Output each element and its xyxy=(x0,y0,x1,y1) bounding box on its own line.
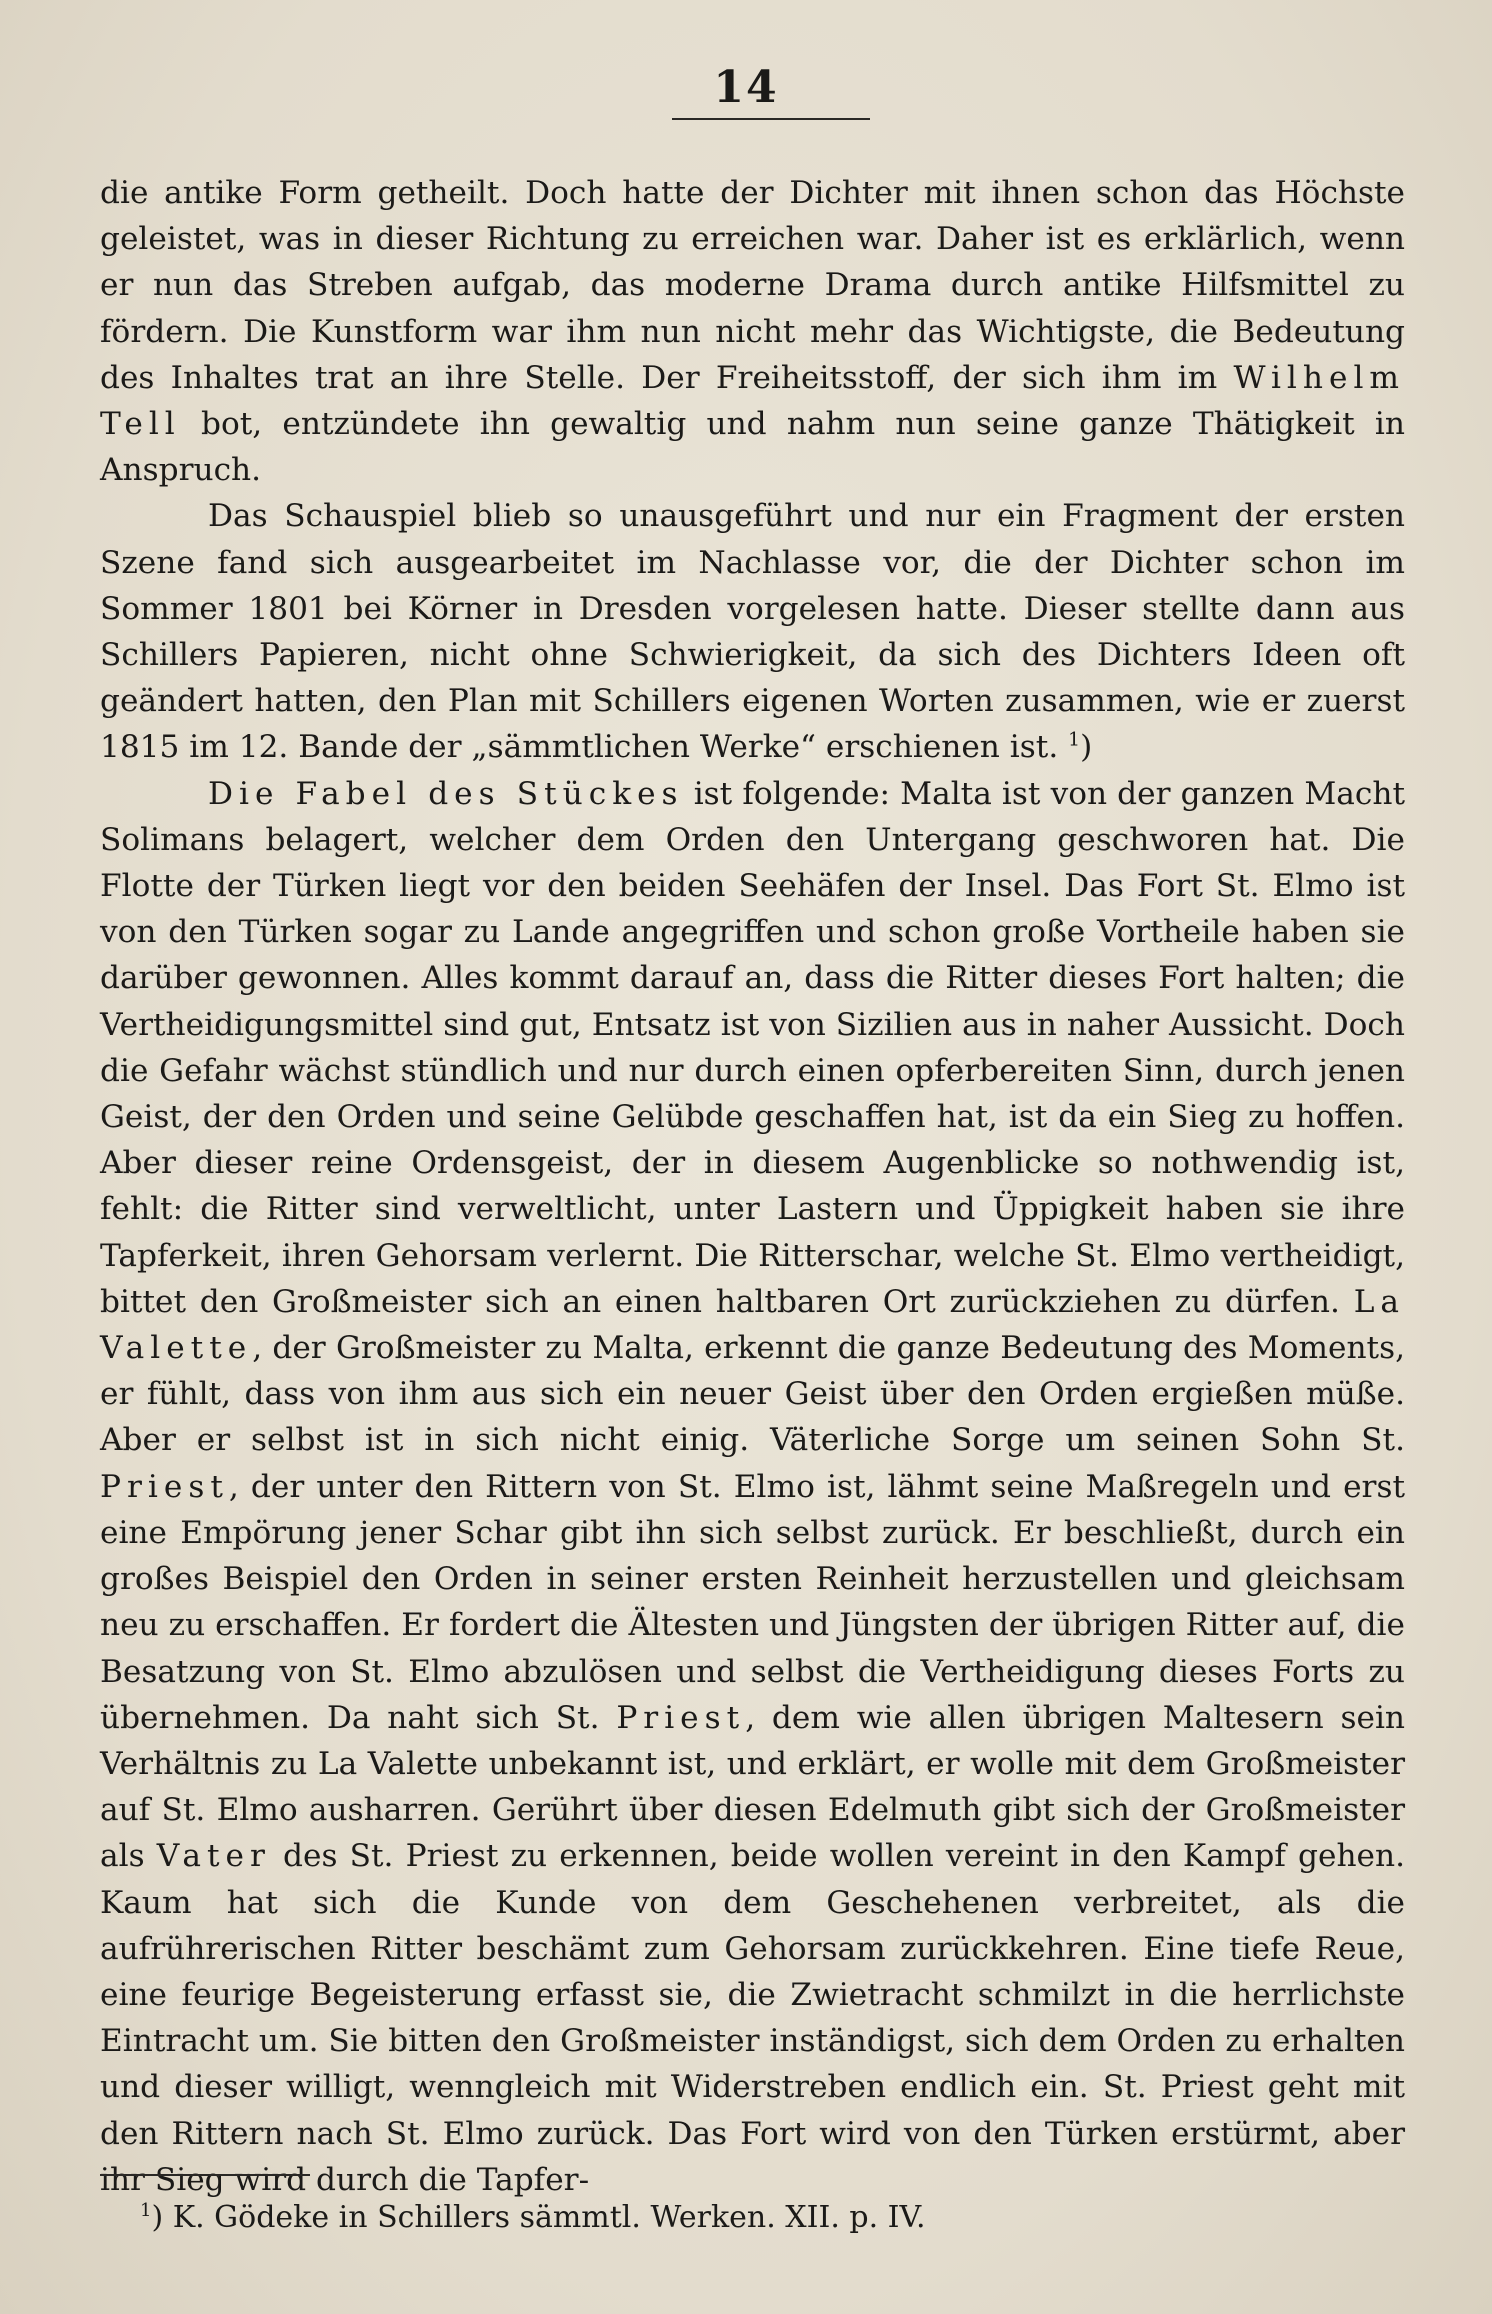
paragraph xyxy=(100,771,1405,2203)
emphasized-text: La Valette xyxy=(100,1283,1405,1367)
text-run: bot, entzündete ihn gewaltig und nahm nun seine ganze Thätigkeit in Anspruch. xyxy=(100,406,1405,489)
paragraph xyxy=(100,493,1405,770)
footnote-text: ) K. Gödeke in Schillers sämmtl. Werken. XII. p. IV. xyxy=(151,2200,926,2235)
text-run: , der Großmeister zu Malta, erkennt die ganze Bedeutung des Moments, er fühlt, dass von ihm aus sich ein neuer Geist über den Orden ergießen müße. Aber er selbst ist in sich nicht einig. Väterliche Sorge um seinen Sohn St. xyxy=(100,1330,1405,1459)
footnote-marker: 1 xyxy=(140,2200,152,2221)
footnote-rule xyxy=(100,2174,310,2176)
paragraph xyxy=(100,170,1405,493)
emphasized-text: Priest xyxy=(100,1468,229,1505)
footnote-reference: 1 xyxy=(1068,730,1081,752)
header-rule xyxy=(672,118,870,120)
text-run: , dem wie allen übrigen Maltesern sein Verhältnis zu La Valette unbekannt ist, und erklärt, er wolle mit dem Großmeister auf St. Elmo ausharren. Gerührt über diesen Edelmuth gibt sich der Großmeister als xyxy=(100,1699,1406,1875)
text-run: ) xyxy=(1080,729,1093,766)
emphasized-text: Wilhelm Tell xyxy=(100,359,1405,443)
footnote xyxy=(140,2196,1400,2240)
emphasized-text: Die Fabel des Stückes xyxy=(208,775,684,812)
page-number: 14 xyxy=(713,62,779,113)
emphasized-text: Vater xyxy=(156,1838,271,1875)
body-text xyxy=(100,170,1405,2203)
text-run: des St. Priest zu erkennen, beide wollen vereint in den Kampf gehen. Kaum hat sich die Kunde von dem Geschehenen verbreitet, als die aufrührerischen Ritter beschämt zum Gehorsam zurückkehren. Eine tiefe Reue, eine feurige Begeisterung erfasst sie, die Zwietracht schmilzt in die herrlichste Eintracht um. Sie bitten den Großmeister inständigst, sich dem Orden zu erhalten und dieser willigt, wenngleich mit Widerstreben endlich ein. St. Priest geht mit den Rittern nach St. Elmo zurück. Das Fort wird von den Türken erstürmt, aber ihr Sieg wird durch die Tapfer- xyxy=(100,1838,1405,2198)
emphasized-text: Priest xyxy=(616,1699,746,1736)
text-run: ist folgende: Malta ist von der ganzen Macht Solimans belagert, welcher dem Orden den Untergang geschworen hat. Die Flotte der Türken liegt vor den beiden Seehäfen der Insel. Das Fort St. Elmo ist von den Türken sogar zu Lande angegriffen und schon große Vortheile haben sie darüber gewonnen. Alles kommt darauf an, dass die Ritter dieses Fort halten; die Vertheidigungsmittel sind gut, Entsatz ist von Sizilien aus in naher Aussicht. Doch die Gefahr wächst stündlich und nur durch einen opferbereiten Sinn, durch jenen Geist, der den Orden und seine Gelübde geschaffen hat, ist da ein Sieg zu hoffen. Aber dieser reine Ordensgeist, der in diesem Augenblicke so nothwendig ist, fehlt: die Ritter sind verweltlicht, unter Lastern und Üppigkeit haben sie ihre Tapferkeit, ihren Gehorsam verlernt. Die Ritterschar, welche St. Elmo vertheidigt, bittet den Großmeister sich an einen haltbaren Ort zurückziehen zu dürfen. xyxy=(100,775,1405,1320)
text-run: die antike Form getheilt. Doch hatte der Dichter mit ihnen schon das Höchste geleistet, was in dieser Richtung zu erreichen war. Daher ist es erklärlich, wenn er nun das Streben aufgab, das moderne Drama durch antike Hilfsmittel zu fördern. Die Kunstform war ihm nun nicht mehr das Wichtigste, die Bedeutung des Inhaltes trat an ihre Stelle. Der Freiheitsstoff, der sich ihm im xyxy=(100,175,1405,396)
text-run: Das Schauspiel blieb so unausgeführt und nur ein Fragment der ersten Szene fand sich ausgearbeitet im Nachlasse vor, die der Dichter schon im Sommer 1801 bei Körner in Dresden vorgelesen hatte. Dieser stellte dann aus Schillers Papieren, nicht ohne Schwierigkeit, da sich des Dichters Ideen oft geändert hatten, den Plan mit Schillers eigenen Worten zusammen, wie er zuerst 1815 im 12. Bande der „sämmtlichen Werke“ erschienen ist. xyxy=(100,498,1405,766)
text-run: , der unter den Rittern von St. Elmo ist, lähmt seine Maßregeln und erst eine Empörung jener Schar gibt ihn sich selbst zurück. Er beschließt, durch ein großes Beispiel den Orden in seiner ersten Reinheit herzustellen und gleichsam neu zu erschaffen. Er fordert die Ältesten und Jüngsten der übrigen Ritter auf, die Besatzung von St. Elmo abzulösen und selbst die Vertheidigung dieses Forts zu übernehmen. Da naht sich St. xyxy=(100,1468,1405,1736)
